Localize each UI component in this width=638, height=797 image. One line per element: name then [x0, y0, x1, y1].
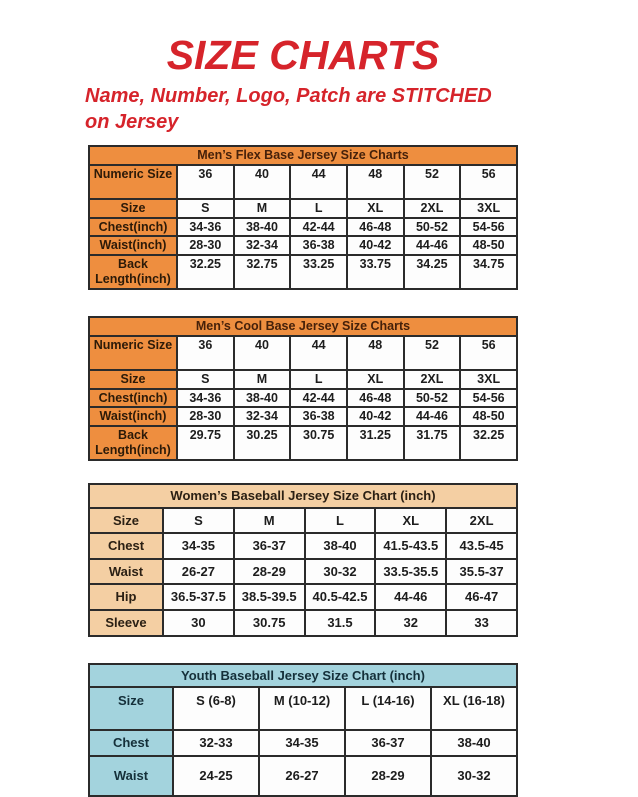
size-value-cell: 24-25 — [173, 756, 259, 796]
size-value-cell: 44 — [290, 336, 347, 370]
row-label: Numeric Size — [89, 165, 177, 199]
row-label: Chest — [89, 533, 163, 559]
table-row — [89, 165, 517, 199]
size-value-cell: 54-56 — [460, 389, 517, 408]
size-value-cell: 36 — [177, 165, 234, 199]
size-value-cell: XL — [347, 370, 404, 389]
size-value-cell: 2XL — [446, 508, 517, 534]
size-value-cell: 40 — [234, 336, 291, 370]
table-row — [89, 218, 517, 237]
size-value-cell: 30 — [163, 610, 234, 636]
page-subtitle — [85, 83, 638, 135]
size-value-cell: L (14-16) — [345, 687, 431, 730]
size-value-cell: 2XL — [404, 370, 461, 389]
table-title: Women’s Baseball Jersey Size Chart (inch) — [89, 484, 517, 508]
size-value-cell: 29.75 — [177, 426, 234, 460]
size-value-cell: XL — [347, 199, 404, 218]
size-value-cell: L — [290, 370, 347, 389]
table-row — [89, 756, 517, 796]
page-subtitle-line1: Name, Number, Logo, Patch are STITCHED — [85, 85, 492, 108]
table-title-row — [89, 484, 517, 508]
size-value-cell: 36.5-37.5 — [163, 584, 234, 610]
size-value-cell: 36-38 — [290, 407, 347, 426]
youth-baseball-size-table — [88, 663, 518, 797]
womens-baseball-size-table — [88, 483, 518, 637]
size-value-cell: 40-42 — [347, 236, 404, 255]
size-value-cell: 26-27 — [259, 756, 345, 796]
size-value-cell: XL (16-18) — [431, 687, 517, 730]
row-label: Size — [89, 370, 177, 389]
size-value-cell: 31.75 — [404, 426, 461, 460]
table-row — [89, 389, 517, 408]
size-value-cell: 3XL — [460, 199, 517, 218]
table-row — [89, 255, 517, 289]
size-value-cell: S — [177, 370, 234, 389]
size-value-cell: XL — [375, 508, 446, 534]
row-label: Size — [89, 687, 173, 730]
size-value-cell: 46-47 — [446, 584, 517, 610]
row-label: Numeric Size — [89, 336, 177, 370]
size-value-cell: 44-46 — [404, 407, 461, 426]
size-value-cell: M (10-12) — [259, 687, 345, 730]
size-value-cell: 34-36 — [177, 218, 234, 237]
size-value-cell: 36 — [177, 336, 234, 370]
table-row — [89, 687, 517, 730]
row-label: Chest(inch) — [89, 389, 177, 408]
size-value-cell: 31.5 — [305, 610, 376, 636]
size-value-cell: L — [305, 508, 376, 534]
row-label: Waist(inch) — [89, 236, 177, 255]
size-value-cell: 2XL — [404, 199, 461, 218]
size-value-cell: 34-36 — [177, 389, 234, 408]
size-value-cell: 46-48 — [347, 218, 404, 237]
size-value-cell: 40 — [234, 165, 291, 199]
row-label: Waist(inch) — [89, 407, 177, 426]
size-value-cell: 30.25 — [234, 426, 291, 460]
size-value-cell: S — [177, 199, 234, 218]
table-row — [89, 236, 517, 255]
mens-flex-base-size-table — [88, 145, 518, 290]
table-title-row — [89, 317, 517, 336]
size-value-cell: 34-35 — [163, 533, 234, 559]
size-value-cell: 32-33 — [173, 730, 259, 756]
size-value-cell: 32-34 — [234, 236, 291, 255]
table-title-row — [89, 146, 517, 165]
size-value-cell: 52 — [404, 336, 461, 370]
size-value-cell: 32 — [375, 610, 446, 636]
size-value-cell: 32.25 — [460, 426, 517, 460]
table-title-row — [89, 664, 517, 688]
size-value-cell: 50-52 — [404, 218, 461, 237]
size-value-cell: 38-40 — [234, 389, 291, 408]
size-value-cell: 33.25 — [290, 255, 347, 289]
size-value-cell: 36-38 — [290, 236, 347, 255]
size-value-cell: 42-44 — [290, 389, 347, 408]
size-value-cell: 40.5-42.5 — [305, 584, 376, 610]
table-row — [89, 407, 517, 426]
size-value-cell: 35.5-37 — [446, 559, 517, 585]
table-row — [89, 370, 517, 389]
size-value-cell: 56 — [460, 336, 517, 370]
row-label: Size — [89, 199, 177, 218]
size-value-cell: 48 — [347, 165, 404, 199]
size-value-cell: 31.25 — [347, 426, 404, 460]
page-title: SIZE CHARTS — [166, 32, 440, 78]
table-row — [89, 336, 517, 370]
size-value-cell: 30.75 — [290, 426, 347, 460]
table-row — [89, 426, 517, 460]
size-value-cell: 30-32 — [305, 559, 376, 585]
size-value-cell: 54-56 — [460, 218, 517, 237]
size-value-cell: 30.75 — [234, 610, 305, 636]
table-row — [89, 559, 517, 585]
size-value-cell: 32.75 — [234, 255, 291, 289]
size-value-cell: 38-40 — [305, 533, 376, 559]
size-value-cell: 33.75 — [347, 255, 404, 289]
size-value-cell: 44-46 — [375, 584, 446, 610]
size-value-cell: S — [163, 508, 234, 534]
size-value-cell: 52 — [404, 165, 461, 199]
size-value-cell: 34-35 — [259, 730, 345, 756]
row-label: Sleeve — [89, 610, 163, 636]
size-value-cell: 34.75 — [460, 255, 517, 289]
size-value-cell: 48-50 — [460, 236, 517, 255]
table-row — [89, 584, 517, 610]
size-value-cell: 48 — [347, 336, 404, 370]
size-value-cell: 28-29 — [345, 756, 431, 796]
mens-cool-base-size-table — [88, 316, 518, 461]
size-value-cell: 34.25 — [404, 255, 461, 289]
size-value-cell: 30-32 — [431, 756, 517, 796]
size-value-cell: 36-37 — [234, 533, 305, 559]
size-value-cell: 28-30 — [177, 407, 234, 426]
row-label: Chest(inch) — [89, 218, 177, 237]
table-title: Men’s Flex Base Jersey Size Charts — [89, 146, 517, 165]
table-title: Youth Baseball Jersey Size Chart (inch) — [89, 664, 517, 688]
size-value-cell: 38-40 — [234, 218, 291, 237]
row-label: Back Length(inch) — [89, 255, 177, 289]
size-value-cell: 46-48 — [347, 389, 404, 408]
size-value-cell: 33 — [446, 610, 517, 636]
size-value-cell: 43.5-45 — [446, 533, 517, 559]
size-value-cell: 3XL — [460, 370, 517, 389]
size-value-cell: 40-42 — [347, 407, 404, 426]
size-value-cell: M — [234, 508, 305, 534]
table-title: Men’s Cool Base Jersey Size Charts — [89, 317, 517, 336]
size-value-cell: 38-40 — [431, 730, 517, 756]
size-value-cell: 50-52 — [404, 389, 461, 408]
size-value-cell: 42-44 — [290, 218, 347, 237]
size-value-cell: 48-50 — [460, 407, 517, 426]
size-value-cell: 44 — [290, 165, 347, 199]
row-label: Hip — [89, 584, 163, 610]
table-row — [89, 199, 517, 218]
row-label: Waist — [89, 756, 173, 796]
size-value-cell: 44-46 — [404, 236, 461, 255]
size-value-cell: 32.25 — [177, 255, 234, 289]
row-label: Back Length(inch) — [89, 426, 177, 460]
size-value-cell: 28-29 — [234, 559, 305, 585]
size-value-cell: 26-27 — [163, 559, 234, 585]
size-value-cell: 28-30 — [177, 236, 234, 255]
size-value-cell: 36-37 — [345, 730, 431, 756]
size-value-cell: 41.5-43.5 — [375, 533, 446, 559]
size-value-cell: 33.5-35.5 — [375, 559, 446, 585]
table-row — [89, 508, 517, 534]
size-value-cell: M — [234, 199, 291, 218]
size-value-cell: L — [290, 199, 347, 218]
page-subtitle-line2: on Jersey — [85, 111, 179, 134]
row-label: Chest — [89, 730, 173, 756]
size-value-cell: 56 — [460, 165, 517, 199]
size-value-cell: 38.5-39.5 — [234, 584, 305, 610]
size-value-cell: S (6-8) — [173, 687, 259, 730]
table-row — [89, 533, 517, 559]
table-row — [89, 610, 517, 636]
size-value-cell: 32-34 — [234, 407, 291, 426]
row-label: Size — [89, 508, 163, 534]
row-label: Waist — [89, 559, 163, 585]
size-value-cell: M — [234, 370, 291, 389]
table-row — [89, 730, 517, 756]
